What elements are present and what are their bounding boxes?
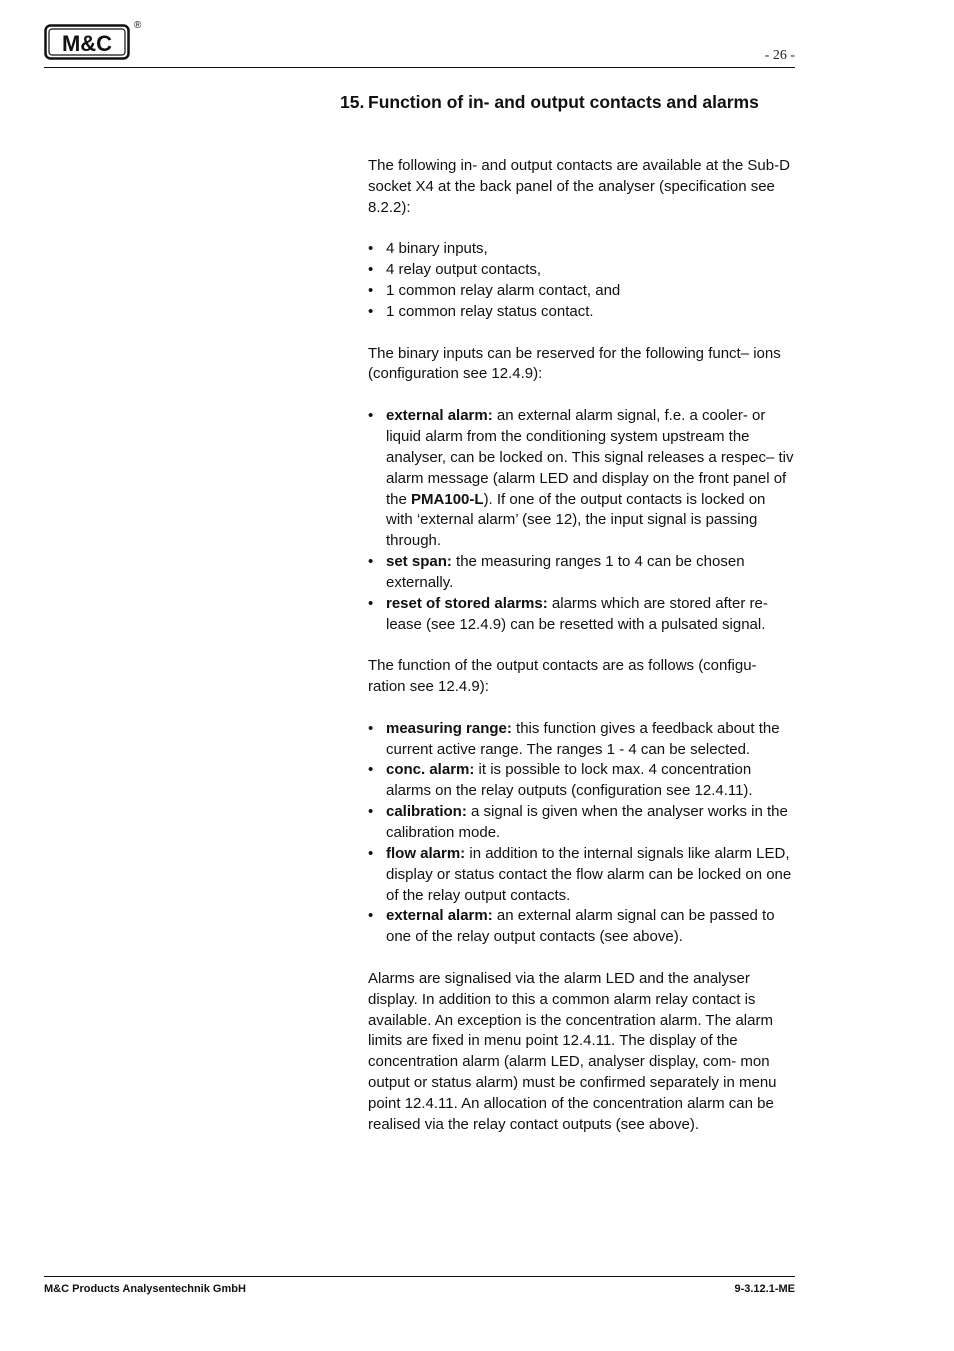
intro-paragraph: The following in- and output contacts are available at the Sub-D socket X4 at the back panel of the analyser (specification see 8.2.2): bbox=[368, 157, 790, 216]
bullet-icon: • bbox=[368, 240, 374, 258]
output-intro-paragraph: The function of the output contacts are as follows (configu- ration see 12.4.9): bbox=[368, 657, 757, 696]
bullet-icon: • bbox=[368, 844, 374, 862]
bullet-icon: • bbox=[368, 594, 374, 612]
page-content bbox=[368, 156, 796, 1136]
bullet-icon: • bbox=[368, 719, 374, 737]
contacts-list bbox=[368, 239, 796, 322]
footer-company: M&C Products Analysentechnik GmbH bbox=[44, 1283, 246, 1295]
list-item: • measuring range: this function gives a feedback about the current active range. The ranges 1 - 4 can be selected. bbox=[368, 719, 780, 758]
term: external alarm: bbox=[386, 907, 493, 925]
term: external alarm: bbox=[386, 407, 493, 425]
company-logo bbox=[44, 20, 142, 60]
list-item: • flow alarm: in addition to the internal signals like alarm LED, display or status contact the flow alarm can be locked on one of the relay output contacts. bbox=[368, 844, 792, 904]
term: calibration: bbox=[386, 803, 467, 821]
term: set span: bbox=[386, 553, 452, 571]
section-title: Function of in- and output contacts and alarms bbox=[368, 92, 759, 112]
binary-functions-list bbox=[368, 406, 796, 635]
list-item: • 1 common relay status contact. bbox=[368, 302, 796, 323]
bullet-icon: • bbox=[368, 282, 374, 300]
bullet-icon: • bbox=[368, 803, 374, 821]
list-item: • calibration: a signal is given when the analyser works in the calibration mode. bbox=[368, 803, 788, 841]
bullet-icon: • bbox=[368, 907, 374, 925]
list-item: • 4 relay output contacts, bbox=[368, 260, 796, 281]
bullet-icon: • bbox=[368, 407, 374, 425]
section-number: 15. bbox=[340, 92, 365, 112]
alarms-paragraph: Alarms are signalised via the alarm LED and the analyser display. In addition to this a common alarm relay contact is available. An exception is the concentration alarm. The alarm limits are fixed in menu point 12.4.11. The display of the concentration alarm (alarm LED, analyser display, com- mon output or status alarm) must be confirmed separately in menu point 12.4.11. An allocation of the concentration alarm can be realised via the relay contact outputs (see above). bbox=[368, 969, 777, 1133]
logo-text: M&C bbox=[61, 31, 113, 56]
term: conc. alarm: bbox=[386, 761, 475, 779]
list-item: • external alarm: an external alarm signal, f.e. a cooler- or liquid alarm from the conditioning system upstream the analyser, can be locked on. This signal releases a respec– tiv alarm message (alarm LED and display on the front panel of the PMA100-L). If one of the output contacts is locked on with ‘external alarm’ (see 12), the input signal is passing through. bbox=[368, 407, 794, 550]
section-heading bbox=[340, 92, 780, 113]
list-item: • 1 common relay alarm contact, and bbox=[368, 281, 796, 302]
bullet-icon: • bbox=[368, 553, 374, 571]
output-functions-list bbox=[368, 719, 796, 948]
list-item: • set span: the measuring ranges 1 to 4 can be chosen externally. bbox=[368, 553, 745, 591]
list-item: • 4 binary inputs, bbox=[368, 239, 796, 260]
registered-mark: ® bbox=[134, 20, 142, 31]
binary-intro-paragraph: The binary inputs can be reserved for the following funct– ions (configuration see 12.4.9): bbox=[368, 344, 781, 383]
bullet-icon: • bbox=[368, 302, 374, 320]
list-item: • external alarm: an external alarm signal can be passed to one of the relay output contacts (see above). bbox=[368, 907, 775, 946]
page-number: - 26 - bbox=[764, 48, 795, 63]
term: measuring range: bbox=[386, 719, 512, 737]
term: flow alarm: bbox=[386, 844, 466, 862]
product-name: PMA100-L bbox=[411, 490, 484, 508]
footer-rule bbox=[44, 1276, 795, 1277]
bullet-icon: • bbox=[368, 761, 374, 779]
list-item: • conc. alarm: it is possible to lock max. 4 concentration alarms on the relay outputs (configuration see 12.4.11). bbox=[368, 761, 753, 800]
logo-graphic bbox=[44, 24, 130, 60]
footer-doc-number: 9-3.12.1-ME bbox=[734, 1283, 795, 1295]
list-item: • reset of stored alarms: alarms which are stored after re- lease (see 12.4.9) can be resetted with a pulsated signal. bbox=[368, 594, 768, 633]
bullet-icon: • bbox=[368, 261, 374, 279]
header-rule bbox=[44, 67, 795, 68]
term: reset of stored alarms: bbox=[386, 594, 548, 612]
